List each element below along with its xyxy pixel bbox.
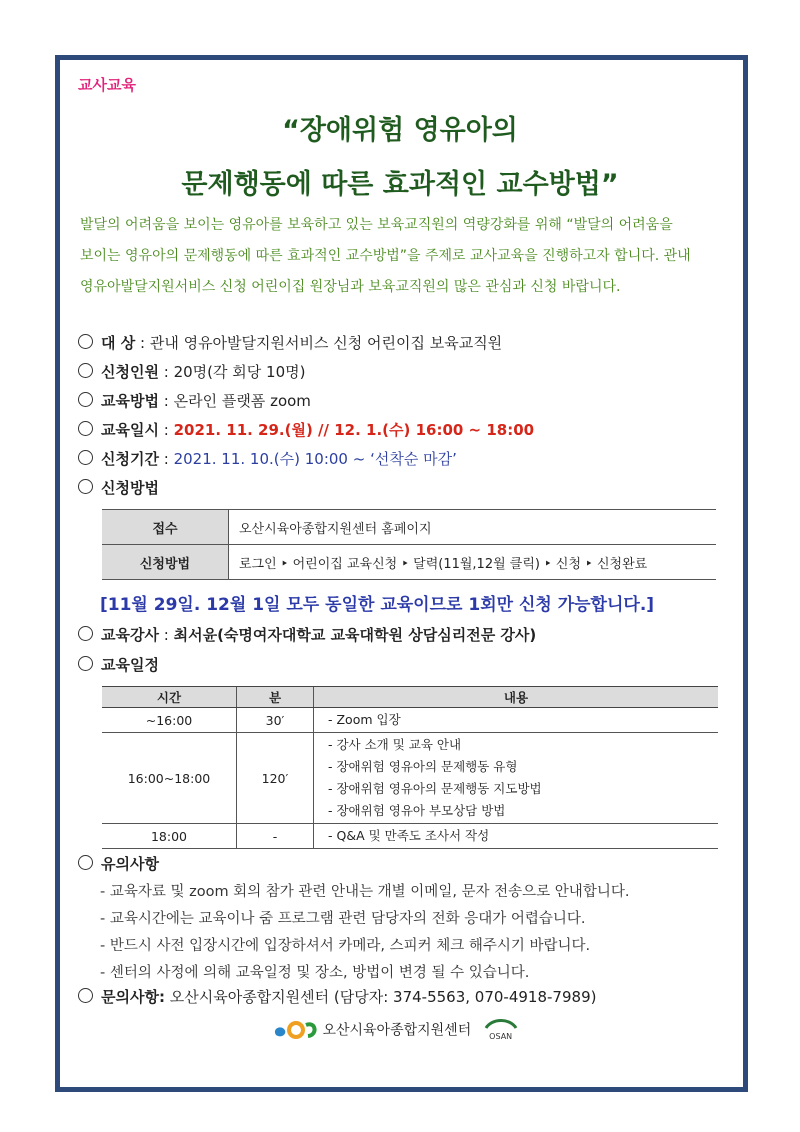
circle-bullet-icon (78, 363, 93, 378)
caution-item: - 교육자료 및 zoom 회의 참가 관련 안내는 개별 이메일, 문자 전송으로 안내합니다. (100, 884, 630, 900)
minutes-cell: 30′ (237, 708, 314, 733)
table-head-cell: 접수 (102, 510, 229, 545)
table-row (102, 545, 716, 580)
notice-text: [11월 29일. 12월 1일 모두 동일한 교육이므로 1회만 신청 가능합니다.] (100, 595, 655, 615)
method-value: 온라인 플랫폼 zoom (173, 392, 311, 410)
info-caution: 유의사항 (78, 853, 159, 874)
content-cell: - Q&A 및 만족도 조사서 작성 (314, 824, 719, 849)
info-lecturer: 교육강사 : 최서윤(숙명여자대학교 교육대학원 상담심리전문 강사) (78, 624, 536, 645)
table-row (102, 708, 718, 733)
circle-bullet-icon (78, 988, 93, 1003)
target-value: 관내 영유아발달지원서비스 신청 어린이집 보육교직원 (149, 334, 503, 352)
table-row (102, 510, 716, 545)
center-logo-icon (272, 1019, 318, 1041)
intro-line: 보이는 영유아의 문제행동에 따른 효과적인 교수방법”을 주제로 교사교육을 진행하고자 합니다. 관내 (80, 248, 691, 264)
info-date: 교육일시 : 2021. 11. 29.(월) // 12. 1.(수) 16:00 ~ 18:00 (78, 419, 534, 440)
circle-bullet-icon (78, 626, 93, 641)
title-line-2: 문제행동에 따른 효과적인 교수방법” (181, 169, 619, 200)
apply-table (102, 509, 716, 580)
table-row (102, 824, 718, 849)
content-cell: - Zoom 입장 (314, 708, 719, 733)
lecturer-value: 최서윤(숙명여자대학교 교육대학원 상담심리전문 강사) (173, 626, 537, 644)
table-head-cell: 신청방법 (102, 545, 229, 580)
info-target: 대 상 : 관내 영유아발달지원서비스 신청 어린이집 보육교직원 (78, 332, 502, 353)
time-cell: 16:00~18:00 (102, 733, 237, 824)
header-time: 시간 (102, 687, 237, 708)
caution-item: - 센터의 사정에 의해 교육일정 및 장소, 방법이 변경 될 수 있습니다. (100, 965, 530, 981)
info-period: 신청기간 : 2021. 11. 10.(수) 10:00 ~ ‘선착순 마감’ (78, 448, 457, 469)
minutes-cell: 120′ (237, 733, 314, 824)
table-cell: 오산시육아종합지원센터 홈페이지 (229, 510, 717, 545)
circle-bullet-icon (78, 421, 93, 436)
circle-bullet-icon (78, 855, 93, 870)
circle-bullet-icon (78, 479, 93, 494)
minutes-cell: - (237, 824, 314, 849)
period-value: 2021. 11. 10.(수) 10:00 ~ ‘선착순 마감’ (173, 450, 457, 468)
caution-item: - 반드시 사전 입장시간에 입장하셔서 카메라, 스피커 체크 해주시기 바랍니다. (100, 938, 591, 954)
info-schedule: 교육일정 (78, 654, 159, 675)
header-content: 내용 (314, 687, 719, 708)
info-method: 교육방법 : 온라인 플랫폼 zoom (78, 390, 311, 411)
time-cell: ~16:00 (102, 708, 237, 733)
info-contact: 문의사항: 오산시육아종합지원센터 (담당자: 374-5563, 070-4918-7989) (78, 986, 596, 1007)
capacity-value: 20명(각 회당 10명) (173, 363, 306, 381)
city-logo (484, 1018, 518, 1041)
category-label: 교사교육 (78, 76, 136, 94)
info-capacity: 신청인원 : 20명(각 회당 10명) (78, 361, 305, 382)
header-minutes: 분 (237, 687, 314, 708)
footer-org-name: 오산시육아종합지원센터 (322, 1022, 472, 1039)
intro-paragraph (80, 210, 720, 303)
date-value: 2021. 11. 29.(월) // 12. 1.(수) 16:00 ~ 18:00 (173, 421, 535, 439)
circle-bullet-icon (78, 450, 93, 465)
contact-value: 오산시육아종합지원센터 (담당자: 374-5563, 070-4918-7989) (169, 988, 597, 1006)
caution-item: - 교육시간에는 교육이나 줌 프로그램 관련 담당자의 전화 응대가 어렵습니다. (100, 911, 586, 927)
circle-bullet-icon (78, 392, 93, 407)
circle-bullet-icon (78, 656, 93, 671)
info-apply-method: 신청방법 (78, 477, 159, 498)
intro-line: 발달의 어려움을 보이는 영유아를 보육하고 있는 보육교직원의 역량강화를 위해 “발달의 어려움을 (80, 217, 673, 233)
city-name: OSAN (489, 1032, 513, 1041)
schedule-table (102, 686, 718, 849)
circle-bullet-icon (78, 334, 93, 349)
table-row (102, 733, 718, 824)
table-cell: 로그인 ‣ 어린이집 교육신청 ‣ 달력(11월,12월 클릭) ‣ 신청 ‣ 신청완료 (229, 545, 717, 580)
city-emblem-icon (484, 1018, 518, 1030)
intro-line: 영유아발달지원서비스 신청 어린이집 원장님과 보육교직원의 많은 관심과 신청 바랍니다. (80, 279, 621, 295)
content-cell: - 강사 소개 및 교육 안내 - 장애위험 영유아의 문제행동 유형 - 장애위험 영유아의 문제행동 지도방법 - 장애위험 영유아 부모상담 방법 (314, 733, 719, 824)
table-header-row (102, 687, 718, 708)
time-cell: 18:00 (102, 824, 237, 849)
title-line-1: “장애위험 영유아의 (282, 115, 518, 146)
footer-logo (272, 1018, 518, 1041)
